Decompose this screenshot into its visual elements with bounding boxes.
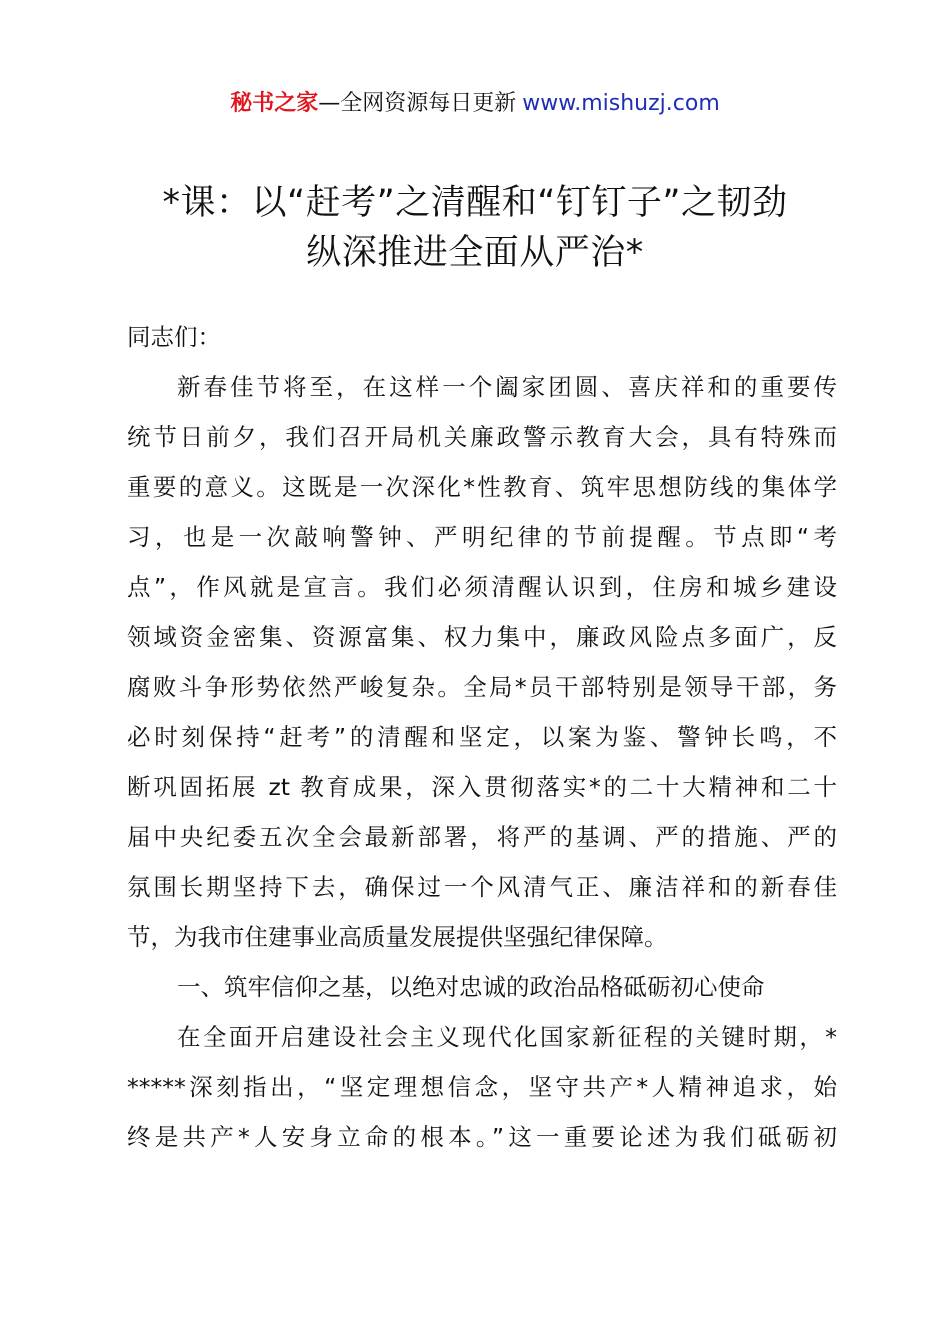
body-line: 点”，作风就是宣言。我们必须清醒认识到，住房和城乡建设 [127,573,837,601]
body-line: 必时刻保持“赶考”的清醒和坚定，以案为鉴、警钟长鸣，不 [127,723,837,751]
document-body [127,312,837,1162]
body-line: 节，为我市住建事业高质量发展提供坚强纪律保障。 [127,923,668,951]
body-line: *****深刻指出，“坚定理想信念，坚守共产*人精神追求，始 [127,1073,837,1101]
document-title [100,178,850,278]
header-dash: — [318,91,341,116]
body-line: 新春佳节将至，在这样一个阖家团圆、喜庆祥和的重要传 [177,373,837,401]
body-line: 重要的意义。这既是一次深化*性教育、筑牢思想防线的集体学 [127,473,837,501]
body-line: 届中央纪委五次全会最新部署，将严的基调、严的措施、严的 [127,823,837,851]
header-tagline: 全网资源每日更新 [340,91,517,116]
body-line: 习，也是一次敲响警钟、严明纪律的节前提醒。节点即“考 [127,523,837,551]
body-line: 统节日前夕，我们召开局机关廉政警示教育大会，具有特殊而 [127,423,837,451]
body-line: 腐败斗争形势依然严峻复杂。全局*员干部特别是领导干部，务 [127,673,837,701]
site-header [0,88,950,120]
title-line-2: 纵深推进全面从严治* [306,233,644,273]
body-line: 领域资金密集、资源富集、权力集中，廉政风险点多面广，反 [127,623,837,651]
body-line: 氛围长期坚持下去，确保过一个风清气正、廉洁祥和的新春佳 [127,873,837,901]
brand-name: 秘书之家 [230,91,319,116]
body-line: 在全面开启建设社会主义现代化国家新征程的关键时期，* [177,1023,837,1051]
site-url-link[interactable]: www.mishuzj.com [522,91,720,116]
body-line: 终是共产*人安身立命的根本。”这一重要论述为我们砥砺初 [127,1123,837,1151]
greeting: 同志们： [127,323,221,351]
title-line-1: *课：以“赶考”之清醒和“钉钉子”之韧劲 [162,183,788,223]
body-line: 断巩固拓展 zt 教育成果，深入贯彻落实*的二十大精神和二十 [127,773,837,801]
section-heading: 一、筑牢信仰之基，以绝对忠诚的政治品格砥砺初心使命 [177,973,765,1001]
